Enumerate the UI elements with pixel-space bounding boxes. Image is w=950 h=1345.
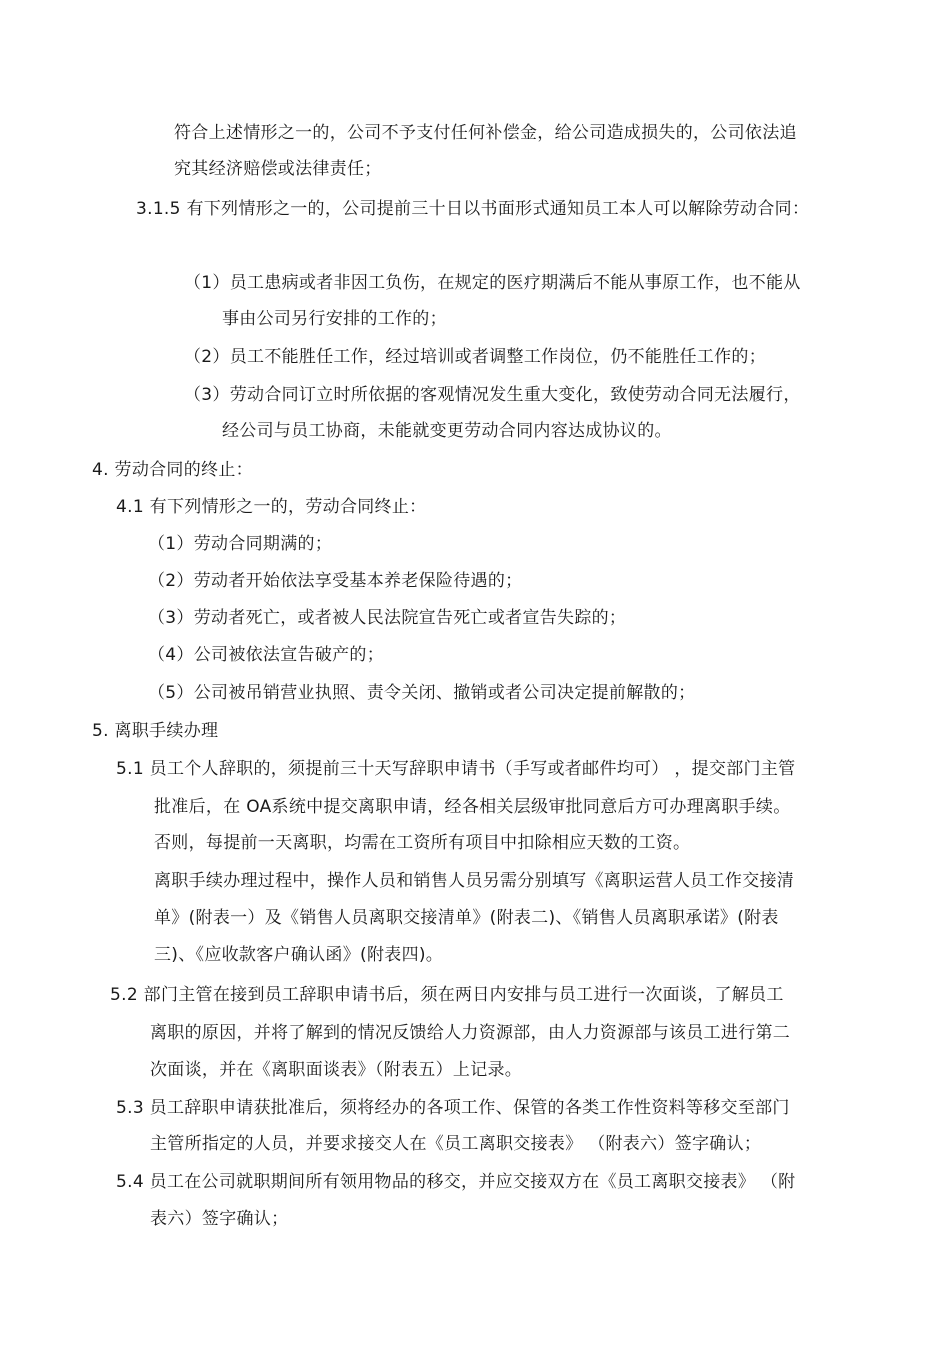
text-line: 批准后，在 OA系统中提交离职申请，经各相关层级审批同意后方可办理离职手续。 <box>154 797 791 817</box>
text-line: 三)、《应收款客户确认函》(附表四)。 <box>154 945 444 965</box>
clause-5-4: 5.4 员工在公司就职期间所有领用物品的移交，并应交接双方在《员工离职交接表》 （附 <box>116 1172 796 1192</box>
text-line: 主管所指定的人员，并要求接交人在《员工离职交接表》 （附表六）签字确认； <box>150 1134 762 1154</box>
list-item: （1）劳动合同期满的； <box>148 534 333 554</box>
text-line: 离职手续办理过程中，操作人员和销售人员另需分别填写《离职运营人员工作交接清 <box>154 871 795 891</box>
text-line: 否则，每提前一天离职，均需在工资所有项目中扣除相应天数的工资。 <box>154 833 691 853</box>
text-line: 经公司与员工协商，未能就变更劳动合同内容达成协议的。 <box>222 421 672 441</box>
list-item: （2）劳动者开始依法享受基本养老保险待遇的； <box>148 571 523 591</box>
list-item: （3）劳动合同订立时所依据的客观情况发生重大变化，致使劳动合同无法履行， <box>184 385 801 405</box>
section-heading-5: 5. 离职手续办理 <box>92 721 219 741</box>
text-line: 离职的原因，并将了解到的情况反馈给人力资源部，由人力资源部与该员工进行第二 <box>150 1023 791 1043</box>
text-line: 次面谈，并在《离职面谈表》（附表五）上记录。 <box>150 1060 523 1080</box>
section-heading-4: 4. 劳动合同的终止： <box>92 460 253 480</box>
clause-5-1: 5.1 员工个人辞职的，须提前三十天写辞职申请书（手写或者邮件均可） ，提交部门主管 <box>116 759 796 779</box>
list-item: （3）劳动者死亡，或者被人民法院宣告死亡或者宣告失踪的； <box>148 608 627 628</box>
clause-4-1: 4.1 有下列情形之一的，劳动合同终止： <box>116 497 427 517</box>
list-item: （4）公司被依法宣告破产的； <box>148 645 385 665</box>
text-line: 符合上述情形之一的，公司不予支付任何补偿金，给公司造成损失的，公司依法追 <box>174 123 797 143</box>
clause-5-2: 5.2 部门主管在接到员工辞职申请书后，须在两日内安排与员工进行一次面谈，了解员工 <box>110 985 784 1005</box>
list-item: （2）员工不能胜任工作，经过培训或者调整工作岗位，仍不能胜任工作的； <box>184 347 767 367</box>
list-item: （1）员工患病或者非因工负伤，在规定的医疗期满后不能从事原工作，也不能从 <box>184 273 801 293</box>
list-item: （5）公司被吊销营业执照、责令关闭、撤销或者公司决定提前解散的； <box>148 683 696 703</box>
text-line: 表六）签字确认； <box>150 1209 289 1229</box>
text-line: 单》(附表一）及《销售人员离职交接清单》(附表二)、《销售人员离职承诺》(附表 <box>154 908 779 928</box>
text-line: 究其经济赔偿或法律责任； <box>174 159 382 179</box>
clause-3-1-5: 3.1.5 有下列情形之一的，公司提前三十日以书面形式通知员工本人可以解除劳动合同： <box>136 199 810 219</box>
clause-5-3: 5.3 员工辞职申请获批准后，须将经办的各项工作、保管的各类工作性资料等移交至部门 <box>116 1098 790 1118</box>
text-line: 事由公司另行安排的工作的； <box>222 309 447 329</box>
